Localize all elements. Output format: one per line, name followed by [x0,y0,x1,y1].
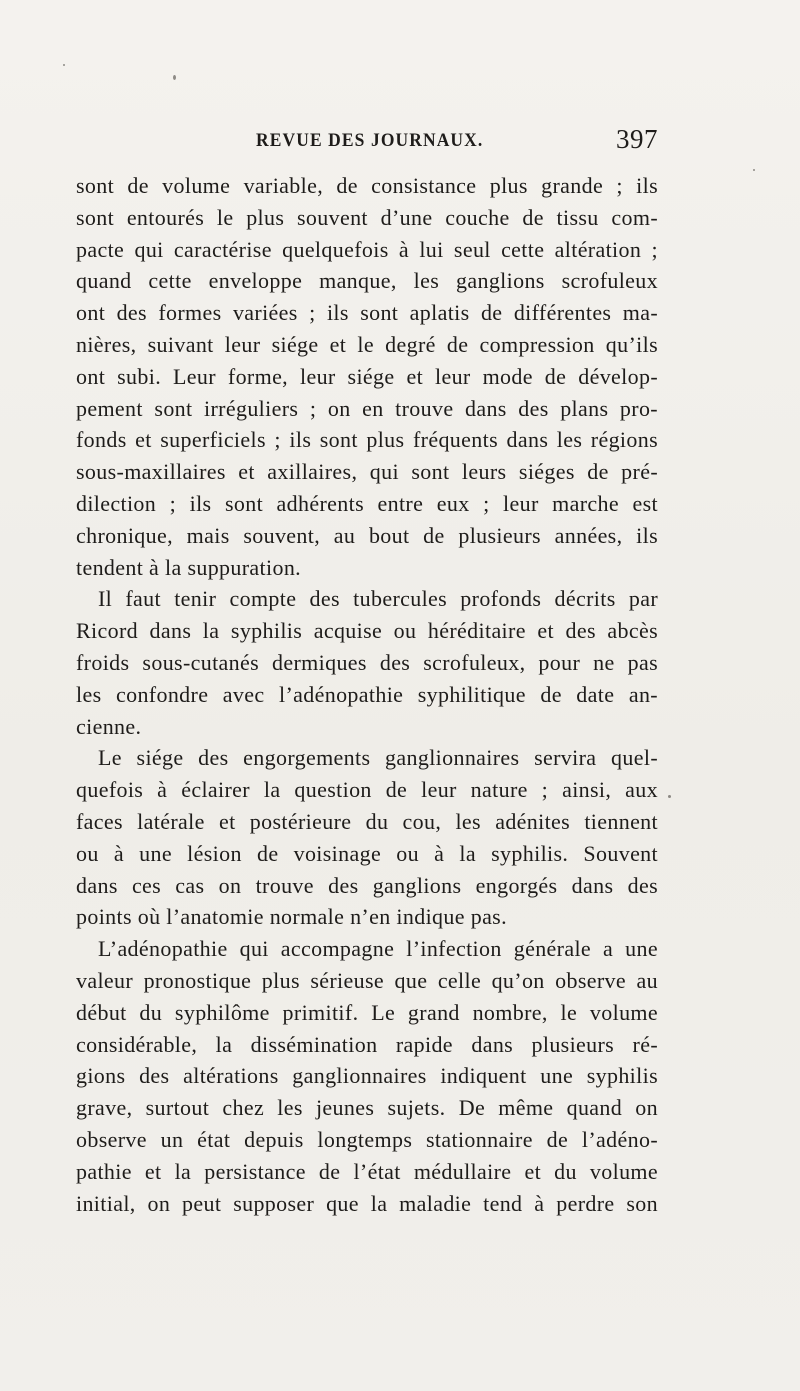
text-line: considérable, la dissémination rapide dans plusieurs ré- [76,1031,658,1057]
text-line: nières, suivant leur siége et le degré de compression qu’ils [76,331,658,357]
paragraph-end-line: points où l’anatomie normale n’en indique pas. [76,904,507,930]
text-line: les confondre avec l’adénopathie syphilitique de date an- [76,681,658,707]
paper-speck [63,64,65,66]
text-line: quand cette enveloppe manque, les ganglions scrofuleux [76,268,658,294]
text-line: sont de volume variable, de consistance plus grande ; ils [76,173,658,198]
paper-speck [753,169,755,171]
page-header [76,124,658,164]
paragraph-start-line: Il faut tenir compte des tubercules profonds décrits par [98,586,658,612]
text-line: sous-maxillaires et axillaires, qui sont leurs siéges de pré- [76,459,658,485]
paragraph-end-line: cienne. [76,713,142,739]
text-line: quefois à éclairer la question de leur nature ; ainsi, aux [76,777,658,803]
text-line: froids sous-cutanés dermiques des scrofuleux, pour ne pas [76,649,658,675]
text-line: ont subi. Leur forme, leur siége et leur mode de dévelop- [76,363,658,389]
text-line: observe un état depuis longtemps stationnaire de l’adéno- [76,1126,658,1152]
paper-speck [668,795,671,798]
text-line: dilection ; ils sont adhérents entre eux ; leur marche est [76,490,658,516]
text-line: faces latérale et postérieure du cou, les adénites tiennent [76,808,658,834]
paper-speck [173,75,176,80]
text-line: chronique, mais souvent, au bout de plusieurs années, ils [76,522,658,548]
text-line: initial, on peut supposer que la maladie tend à perdre son [76,1190,658,1216]
text-line: ou à une lésion de voisinage ou à la syphilis. Souvent [76,840,658,866]
text-line: gions des altérations ganglionnaires indiquent une syphilis [76,1063,658,1089]
page-number: 397 [616,124,658,154]
text-line: ont des formes variées ; ils sont aplatis de différentes ma- [76,300,658,326]
paragraph-start-line: Le siége des engorgements ganglionnaires servira quel- [98,745,658,771]
text-line: pement sont irréguliers ; on en trouve dans des plans pro- [76,395,658,421]
text-line: dans ces cas on trouve des ganglions engorgés dans des [76,872,658,898]
text-line: sont entourés le plus souvent d’une couche de tissu com- [76,204,658,230]
text-line: pathie et la persistance de l’état médullaire et du volume [76,1158,658,1184]
paragraph-end-line: tendent à la suppuration. [76,554,302,580]
text-line: grave, surtout chez les jeunes sujets. De même quand on [76,1095,658,1121]
paragraph-start-line: L’adénopathie qui accompagne l’infection générale a une [98,936,658,962]
text-line: début du syphilôme primitif. Le grand nombre, le volume [76,999,658,1025]
running-title: REVUE DES JOURNAUX. [256,130,484,151]
text-line: pacte qui caractérise quelquefois à lui seul cette altération ; [76,236,658,262]
text-line: Ricord dans la syphilis acquise ou héréditaire et des abcès [76,618,658,644]
text-line: fonds et superficiels ; ils sont plus fréquents dans les régions [76,427,658,453]
body-text [76,170,658,1219]
text-line: valeur pronostique plus sérieuse que celle qu’on observe au [76,967,658,993]
